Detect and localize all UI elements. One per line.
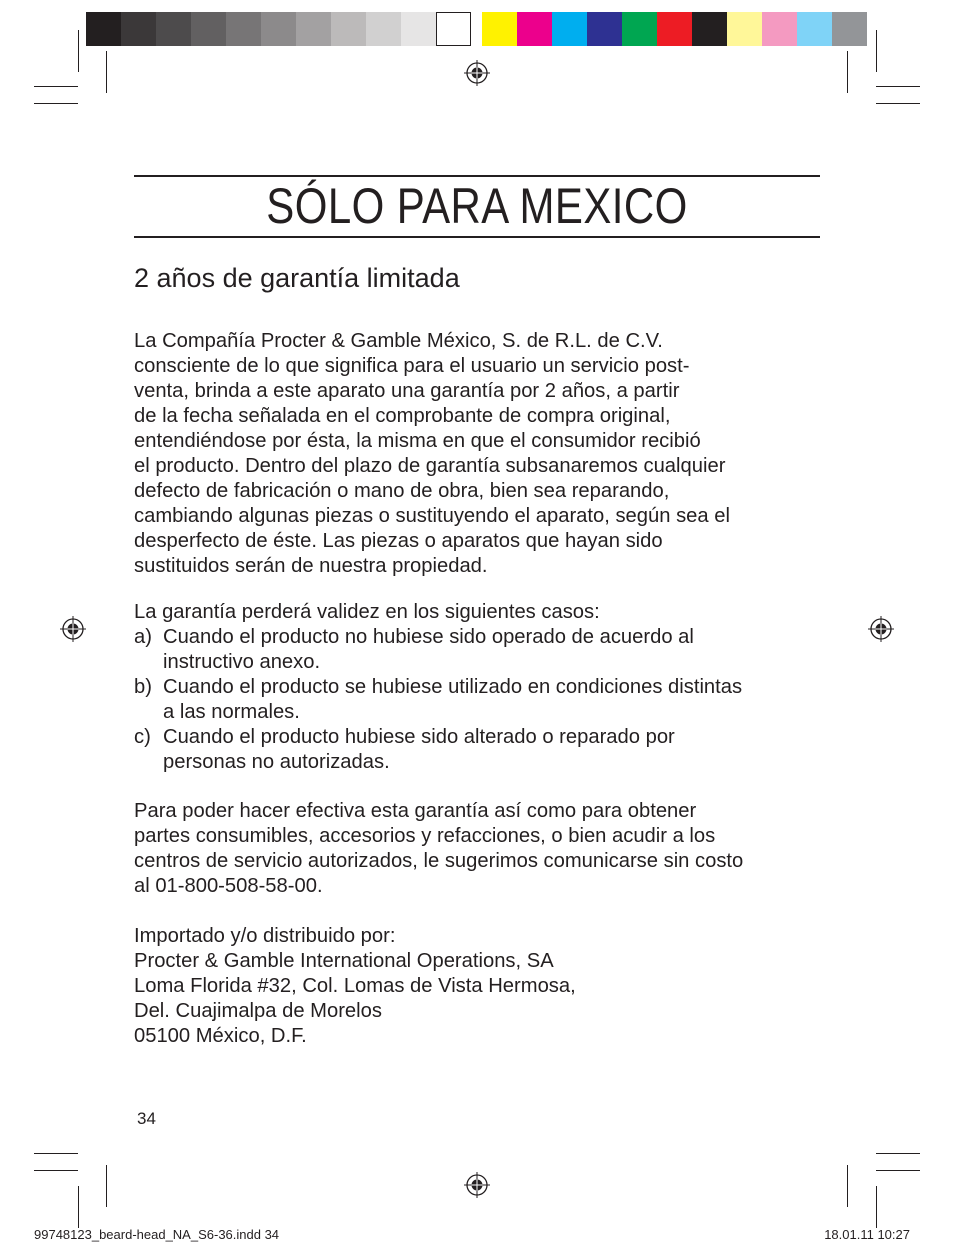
importer-line: 05100 México, D.F.	[134, 1025, 307, 1047]
conditions-list	[134, 625, 824, 775]
color-swatch	[587, 12, 622, 46]
color-swatch	[657, 12, 692, 46]
crop-mark	[78, 1186, 79, 1228]
registration-mark-icon	[60, 616, 86, 642]
importer-line: Del. Cuajimalpa de Morelos	[134, 1000, 382, 1022]
color-swatch	[762, 12, 797, 46]
color-swatch	[121, 12, 156, 46]
crop-mark	[106, 1165, 107, 1207]
crop-mark	[876, 1170, 920, 1171]
list-item-label: c)	[134, 726, 151, 748]
color-swatch	[261, 12, 296, 46]
color-swatch	[832, 12, 867, 46]
registration-mark-icon	[464, 1172, 490, 1198]
page-number: 34	[137, 1109, 156, 1128]
crop-mark	[876, 103, 920, 104]
list-item-label: a)	[134, 626, 152, 648]
color-swatch	[552, 12, 587, 46]
importer-section	[134, 924, 824, 1049]
slug-file-info: 99748123_beard-head_NA_S6-36.indd 34	[34, 1227, 280, 1242]
color-swatch	[517, 12, 552, 46]
color-swatch	[226, 12, 261, 46]
crop-mark	[34, 103, 78, 104]
importer-line: Loma Florida #32, Col. Lomas de Vista Hermosa,	[134, 975, 576, 997]
list-item	[134, 675, 824, 725]
section-subtitle: 2 años de garantía limitada	[134, 263, 460, 293]
warranty-paragraph: La Compañía Procter & Gamble México, S. de R.L. de C.V. consciente de lo que significa para el usuario un servicio post- venta, brinda a este aparato una garantía por 2 años, a partir de la fecha señalada en el comprobante de compra original, entendiéndose por ésta, la misma en que el consumidor recibió el producto. Dentro del plazo de garantía subsanaremos cualquier defecto de fabricación o mano de obra, bien sea reparando, cambiando algunas piezas o sustituyendo el aparato, según sea el desperfecto de éste. Las piezas o aparatos que hayan sido sustituidos serán de nuestra propiedad.	[134, 330, 730, 577]
registration-mark-icon	[868, 616, 894, 642]
color-swatch	[86, 12, 121, 46]
list-item	[134, 725, 824, 775]
list-item-text: Cuando el producto no hubiese sido operado de acuerdo al instructivo anexo.	[163, 626, 694, 673]
list-item-text: Cuando el producto hubiese sido alterado o reparado por personas no autorizadas.	[163, 726, 675, 773]
color-swatch	[692, 12, 727, 46]
list-item	[134, 625, 824, 675]
warranty-body	[134, 329, 824, 579]
crop-mark	[876, 1153, 920, 1154]
color-swatch	[797, 12, 832, 46]
importer-intro: Importado y/o distribuido por:	[134, 925, 396, 947]
crop-mark	[876, 86, 920, 87]
color-swatch	[331, 12, 366, 46]
crop-mark	[78, 30, 79, 72]
crop-mark	[34, 1153, 78, 1154]
list-item-text: Cuando el producto se hubiese utilizado en condiciones distintas a las normales.	[163, 676, 743, 723]
contact-paragraph: Para poder hacer efectiva esta garantía así como para obtener partes consumibles, accesorios y refacciones, o bien acudir a los centros de servicio autorizados, le sugerimos comunicarse sin costo al 01-800-508-58-00.	[134, 800, 744, 897]
crop-mark	[34, 86, 78, 87]
importer-line: Procter & Gamble International Operations, SA	[134, 950, 554, 972]
crop-mark	[847, 51, 848, 93]
list-item-label: b)	[134, 676, 152, 698]
color-swatch	[436, 12, 471, 46]
slug-date-time: 18.01.11 10:27	[824, 1227, 910, 1242]
color-swatch	[191, 12, 226, 46]
color-swatch	[482, 12, 517, 46]
color-swatch	[366, 12, 401, 46]
color-swatch	[622, 12, 657, 46]
crop-mark	[876, 30, 877, 72]
contact-section	[134, 799, 824, 899]
crop-mark	[876, 1186, 877, 1228]
crop-mark	[34, 1170, 78, 1171]
conditions-section	[134, 600, 824, 775]
title-rule-bottom	[134, 236, 820, 238]
color-swatch	[727, 12, 762, 46]
crop-mark	[106, 51, 107, 93]
conditions-intro: La garantía perderá validez en los siguientes casos:	[134, 601, 600, 623]
crop-mark	[847, 1165, 848, 1207]
registration-mark-icon	[464, 60, 490, 86]
color-swatch	[401, 12, 436, 46]
color-swatch	[156, 12, 191, 46]
page-title: SÓLO PARA MEXICO	[266, 178, 688, 234]
color-swatch	[296, 12, 331, 46]
